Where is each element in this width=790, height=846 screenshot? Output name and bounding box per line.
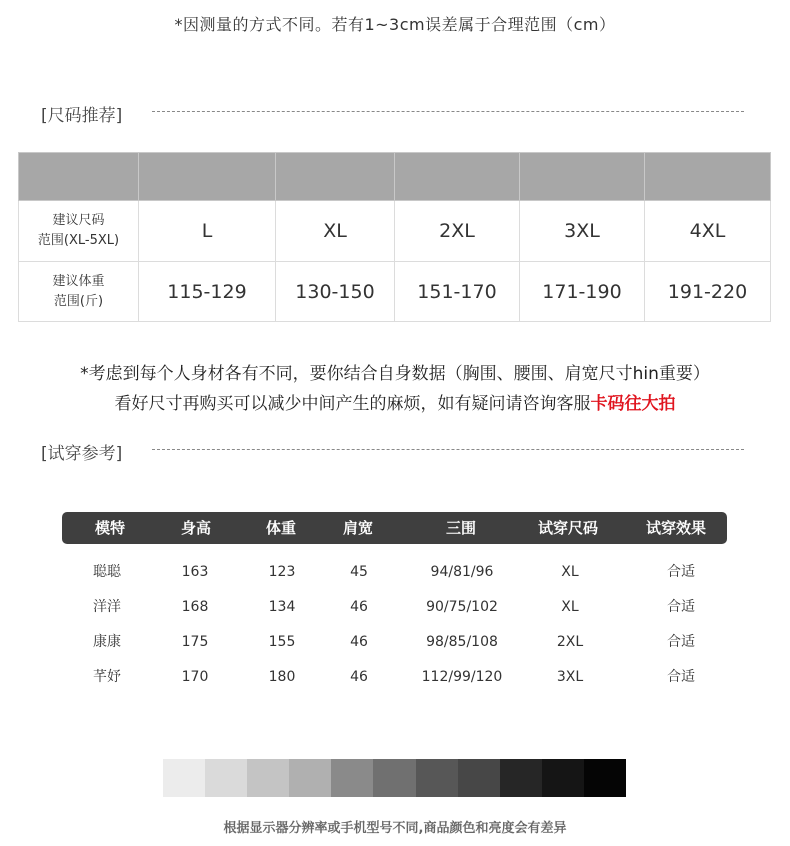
table-row: 康康 175 155 46 98/85/108 2XL 合适 xyxy=(93,634,695,650)
color-swatch xyxy=(205,759,247,797)
color-swatch xyxy=(289,759,331,797)
size-cell: 3XL xyxy=(520,201,645,262)
try-on-reference-title: [试穿参考] xyxy=(41,444,123,464)
header-try-size: 试穿尺码 xyxy=(537,519,599,537)
weight-cell: 191-220 xyxy=(645,262,771,322)
color-swatch xyxy=(331,759,373,797)
color-swatch xyxy=(373,759,415,797)
fit-note-line2: 看好尺寸再购买可以减少中间产生的麻烦，如有疑问请咨询客服卡码往大拍 xyxy=(114,394,676,414)
color-swatch xyxy=(163,759,205,797)
color-swatch xyxy=(458,759,500,797)
color-swatch xyxy=(500,759,542,797)
size-cell: 2XL xyxy=(395,201,520,262)
header-height: 身高 xyxy=(180,519,212,537)
weight-cell: 115-129 xyxy=(139,262,276,322)
measurement-note: *因测量的方式不同。若有1~3cm误差属于合理范围（cm） xyxy=(174,15,616,34)
color-swatch xyxy=(247,759,289,797)
section-divider xyxy=(152,449,744,450)
size-table xyxy=(18,152,771,322)
header-fit-result: 试穿效果 xyxy=(645,519,707,537)
color-swatch xyxy=(416,759,458,797)
size-cell: L xyxy=(139,201,276,262)
weight-row xyxy=(19,262,771,322)
table-row: 芊妤 170 180 46 112/99/120 3XL 合适 xyxy=(93,669,695,685)
try-on-table-header xyxy=(62,512,727,544)
size-up-tip: 卡码往大拍 xyxy=(590,394,676,414)
size-row-label: 建议尺码 范围(XL-5XL) xyxy=(19,201,139,262)
weight-cell: 151-170 xyxy=(395,262,520,322)
table-row: 洋洋 168 134 46 90/75/102 XL 合适 xyxy=(93,599,695,615)
fit-note-line1: *考虑到每个人身材各有不同，要你结合自身数据（胸围、腰围、肩宽尺寸hin重要） xyxy=(80,364,710,384)
display-color-disclaimer: 根据显示器分辨率或手机型号不同,商品颜色和亮度会有差异 xyxy=(223,821,567,836)
size-row xyxy=(19,201,771,262)
size-cell: 4XL xyxy=(645,201,771,262)
header-shoulder: 肩宽 xyxy=(342,519,374,537)
header-measurements: 三围 xyxy=(445,519,477,537)
section-divider xyxy=(152,111,744,112)
size-cell: XL xyxy=(276,201,395,262)
weight-row-label: 建议体重 范围(斤) xyxy=(19,262,139,322)
weight-cell: 130-150 xyxy=(276,262,395,322)
color-swatch xyxy=(584,759,626,797)
size-table-header xyxy=(19,153,771,201)
color-gradient-strip xyxy=(163,759,626,797)
color-swatch xyxy=(542,759,584,797)
header-model: 模特 xyxy=(94,519,126,537)
size-recommendation-title: [尺码推荐] xyxy=(41,106,123,126)
table-row: 聪聪 163 123 45 94/81/96 XL 合适 xyxy=(93,564,695,580)
header-weight: 体重 xyxy=(265,519,297,537)
weight-cell: 171-190 xyxy=(520,262,645,322)
